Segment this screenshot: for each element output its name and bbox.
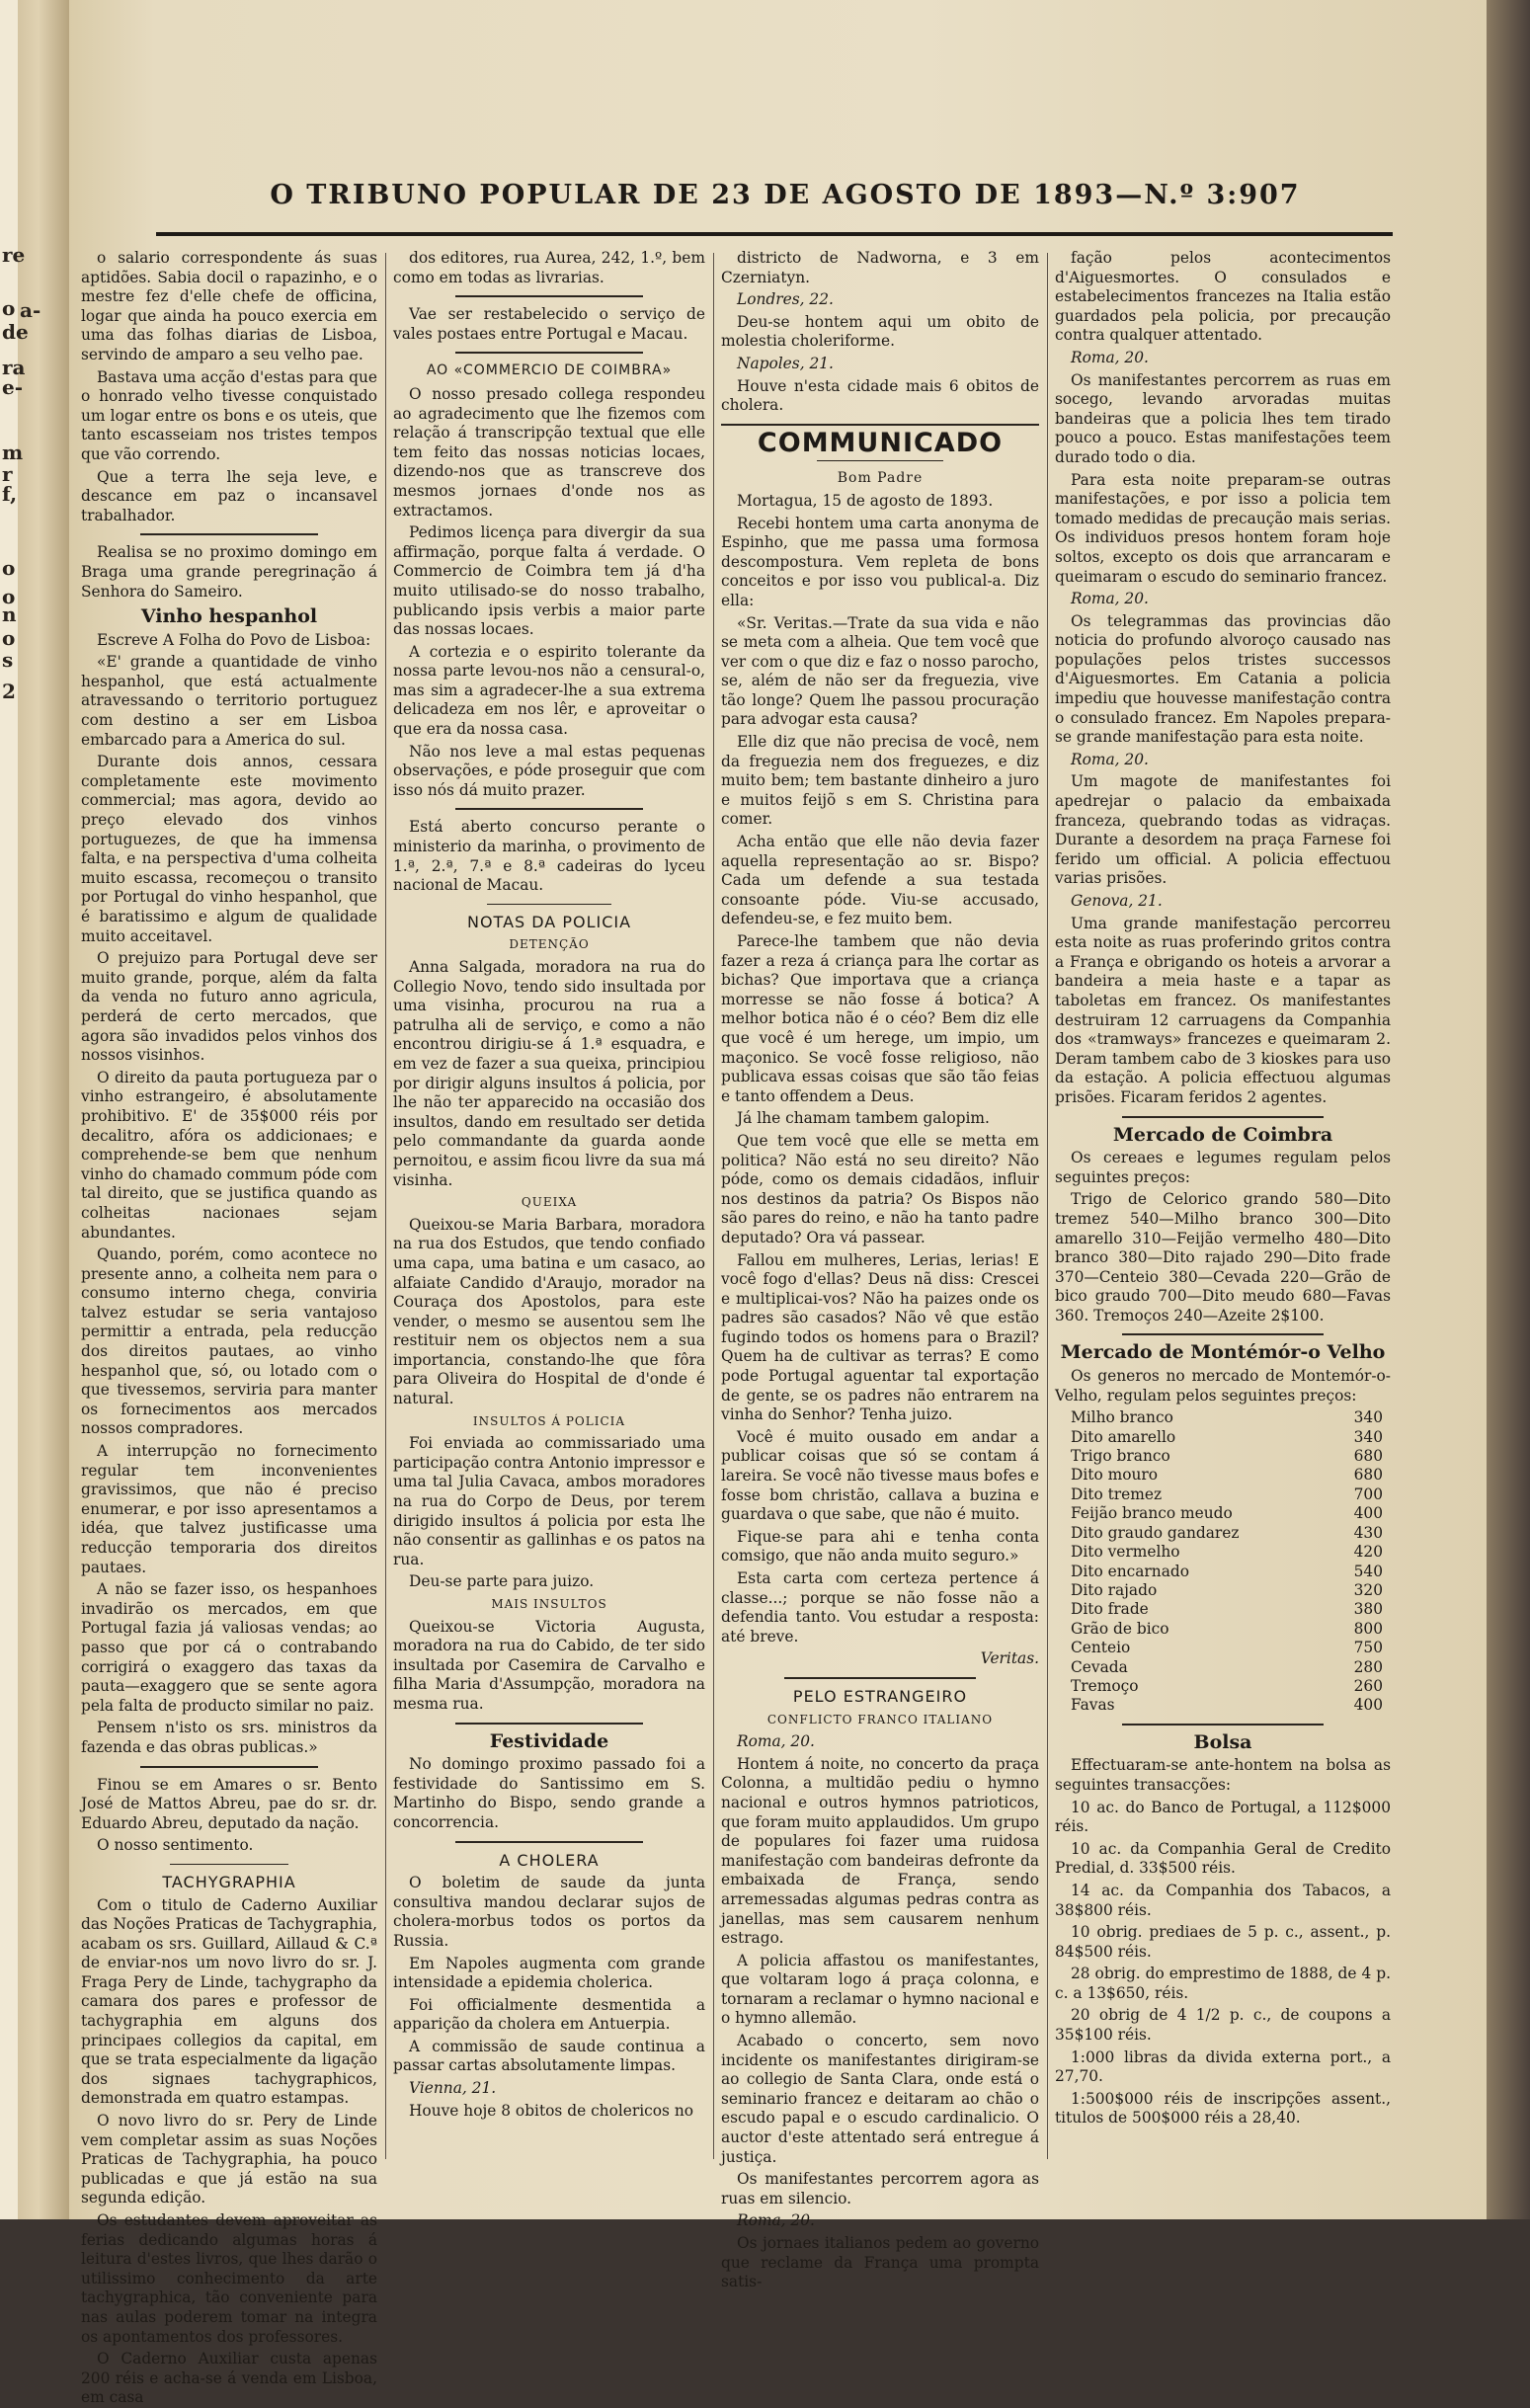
paragraph: Durante dois annos, cessara completamente este movimento commercial; mas agora, devido ao preço elevado dos vinhos portuguezes, de que ha immensa falta, e na perspectiva d'uma colheita muito escassa, recomeçou o transito por Portugal do vinho hespanhol, que é baratissimo e algum de qualidade muito acceitavel. [81,753,377,945]
paragraph: 10 ac. do Banco de Portugal, a 112$000 réis. [1055,1798,1391,1836]
paragraph: A commissão de saude continua a passar cartas absolutamente limpas. [393,2037,705,2075]
spine-fragment: ra [2,356,26,379]
spine-fragment: a- [20,298,41,322]
paragraph: «Sr. Veritas.—Trate da sua vida e não se meta com a alheia. Que tem você que ver com o que diz e faz o nosso parocho, se, além de não ser da freguezia, vive tão longe? Quem lhe passou procuração para advogar esta causa? [721,613,1039,729]
price-item-value: 750 [1353,1639,1383,1657]
paragraph: Effectuaram-se ante-hontem na bolsa as seguintes transacções: [1055,1756,1391,1794]
dateline: Roma, 20. [737,1732,815,1751]
column-3 [721,249,1039,2291]
paragraph: Para esta noite preparam-se outras manifestações, e por isso a policia tem tomado medidas de precaução mais serias. Os individuos presos hontem foram hoje soltos, excepto os dois que arrancaram e queimaram o escudo do seminario francez. [1055,470,1391,586]
price-item-value: 680 [1353,1447,1383,1466]
paragraph: Anna Salgada, moradora na rua do Collegio Novo, tendo sido insultada por uma visinha, procurou na rua a patrulha ali de serviço, e como a não encontrou dirigiu-se á 1.ª esquadra, e em vez de fazer a sua queixa, principiou por dirigir alguns insultos á policia, por lhe não ter apparecido na occasião dos insultos, dando em resultado ser detida pelo commandante da guarda aonde pernoitou, e assim ficou livre da sua má visinha. [393,958,705,1189]
paragraph: Já lhe chamam tambem galopim. [737,1109,990,1128]
price-row [1055,1581,1391,1600]
section-separator [455,1723,643,1725]
paragraph: Você é muito ousado em andar a publicar coisas que só se contam á lareira. Se você não tivesse maus bofes e fosse bom christão, callava a buzina e guardava o que sabe, que não é muito. [721,1427,1039,1524]
heading-bolsa: Bolsa [1193,1730,1252,1753]
paragraph: Pensem n'isto os srs. ministros da fazenda e das obras publicas.» [81,1719,377,1756]
price-row [1055,1447,1391,1466]
paragraph: Fique-se para ahi e tenha conta comsigo, que não anda muito seguro.» [721,1527,1039,1565]
price-item-value: 420 [1353,1543,1383,1562]
subheading-queixa: QUEIXA [521,1195,578,1210]
price-item-name: Dito tremez [1071,1485,1163,1503]
header-rule [156,232,1393,236]
paragraph: Deu-se hontem aqui um obito de molestia choleriforme. [721,312,1039,351]
price-item-name: Dito rajado [1071,1580,1158,1599]
page-right-edge [1487,0,1530,2219]
paragraph: Escreve A Folha do Povo de Lisboa: [97,630,371,649]
dateline: Roma, 20. [737,2211,815,2230]
heading-mercado-de-coimbra: Mercado de Coimbra [1112,1123,1333,1146]
section-separator [721,424,1039,426]
price-item-value: 700 [1353,1485,1383,1503]
section-separator [1122,1724,1324,1726]
paragraph: Em Napoles augmenta com grande intensidade a epidemia cholerica. [393,1954,705,1992]
paragraph: districto de Nadworna, e 3 em Czerniatyn. [721,249,1039,286]
paragraph: No domingo proximo passado foi a festividade do Santissimo em S. Martinho do Bispo, sendo grande a concorrencia. [393,1755,705,1831]
paragraph: «E' grande a quantidade de vinho hespanhol, que está actualmente atravessando o territorio portuguez com destino a ser em Lisboa embarcado para a America do sul. [81,653,377,749]
dateline: Roma, 20. [1071,750,1149,768]
price-row [1055,1658,1391,1677]
paragraph: Que tem você que elle se metta em politica? Não está no seu direito? Não póde, como os demais cidadãos, influir nos destinos da patria? Os Bispos não são pares do reino, e não ha tanto padre deputado? Ora vá passear. [721,1131,1039,1246]
paragraph: Fallou em mulheres, Lerias, lerias! E você fogo d'ellas? Deus nã diss: Crescei e multiplicai-vos? Não ha paizes onde os padres são casados? Não vê que estão fugindo todos os homens para o Brazil? Quem ha de cultivar as terras? E como pode Portugal aguentar tal exportação de gente, se os padres não entrarem na vinha do Senhor? Tenha juizo. [721,1250,1039,1424]
price-row [1055,1620,1391,1639]
paragraph: Está aberto concurso perante o ministerio da marinha, o provimento de 1.ª, 2.ª, 7.ª e 8.ª cadeiras do lyceu nacional de Macau. [393,818,705,895]
section-separator [455,1841,643,1843]
paragraph: Foi enviada ao commissariado uma participação contra Antonio impressor e uma tal Julia Cavaca, ambos moradores na rua do Corpo de Deus, por terem dirigido insultos á policia por esta lhe não consentir as gallinhas e os patos na rua. [393,1434,705,1568]
price-row [1055,1408,1391,1427]
subheading-conflicto: CONFLICTO FRANCO ITALIANO [766,1712,994,1726]
paragraph: Elle diz que não precisa de você, nem da freguezia nem dos freguezes, e diz muito bem; tem bastante dinheiro a juro e muitos feijõ s em S. Christina para comer. [721,733,1039,829]
paragraph: 14 ac. da Companhia dos Tabacos, a 38$800 réis. [1055,1881,1391,1919]
heading-notas-da-policia: NOTAS DA POLICIA [466,912,632,931]
spine-fragment: s [2,648,14,672]
price-item-name: Cevada [1071,1657,1128,1676]
spine-fragment: e- [2,375,24,399]
section-separator [170,1864,288,1865]
paragraph: Queixou-se Victoria Augusta, moradora na rua do Cabido, de ter sido insultada por Casemira de Carvalho e filha Maria d'Assumpção, moradora na mesma rua. [393,1617,705,1713]
paragraph: Os manifestantes percorrem as ruas em socego, levando arvoradas muitas bandeiras que a policia lhes tem tirado pouco a pouco. Estas manifestações teem durado todo o dia. [1055,370,1391,466]
price-row [1055,1504,1391,1523]
subheading-mais-insultos: MAIS INSULTOS [491,1597,607,1611]
paragraph: O direito da pauta portugueza par o vinho estrangeiro, é absolutamente prohibitivo. E' de 35$000 réis por decalitro, afóra os addicionaes; e comprehende-se bem que nenhum vinho do chamado commum póde com tal direito, que se justifica quando as colheitas nacionaes sejam abundantes. [81,1068,377,1242]
section-separator [1122,1116,1324,1118]
price-item-value: 280 [1353,1657,1383,1676]
subheading-bom-padre: Bom Padre [837,470,924,487]
price-row [1055,1428,1391,1447]
paragraph: Os manifestantes percorrem agora as ruas em silencio. [721,2170,1039,2207]
price-item-value: 680 [1353,1466,1383,1485]
signature: Veritas. [980,1649,1039,1668]
paragraph: Acabado o concerto, sem novo incidente os manifestantes dirigiram-se ao collegio de Santa Clara, onde está o seminario francez e deitaram ao chão o escudo papal e o escudo cardinalicio. O auctor d'este attentado será entregue á justiça. [721,2032,1039,2166]
paragraph: Um magote de manifestantes foi apedrejar o palacio da embaixada franceza, quebrando todas as vidraças. Durante a desordem na praça Farnese foi ferido um official. A policia effectuou varias prisões. [1055,772,1391,888]
price-item-name: Dito mouro [1071,1466,1159,1485]
price-item-value: 430 [1353,1523,1383,1542]
price-row [1055,1639,1391,1657]
paragraph: Acha então que elle não devia fazer aquella representação ao sr. Bispo? Cada um defende a sua testada consoante póde. Viu-se accusado, defendeu-se, e fez muito bem. [721,833,1039,928]
paragraph: Os cereaes e legumes regulam pelos seguintes preços: [1055,1149,1391,1186]
paragraph: O nosso sentimento. [97,1836,254,1855]
price-item-name: Favas [1071,1696,1115,1715]
spine-fragment: de [2,320,29,344]
price-item-name: Trigo branco [1071,1447,1170,1466]
price-item-name: Tremoço [1071,1676,1139,1695]
paragraph: A cortezia e o espirito tolerante da nossa parte levou-nos não a censural-o, mas sim a agradecer-lhe a sua extrema delicadeza em nos lêr, e aproveitar o que era da nossa casa. [393,642,705,739]
paragraph: 1:000 libras da divida externa port., a 27,70. [1055,2047,1391,2086]
price-item-name: Grão de bico [1071,1619,1169,1638]
paragraph: Realisa se no proximo domingo em Braga uma grande peregrinação á Senhora do Sameiro. [81,543,377,601]
paragraph: Com o titulo de Caderno Auxiliar das Noções Praticas de Tachygraphia, acabam os srs. Guillard, Aillaud & C.ª de enviar-nos um novo livro do sr. J. Fraga Pery de Linde, tachygrapho da camara dos pares e professor de tachygraphia em alguns dos principaes collegios da capital, em que se trata especialmente da ligação dos signaes tachygraphicos, demonstrada em quatro estampas. [81,1895,377,2108]
spine-fragment: f, [2,482,18,506]
column-divider [1047,253,1048,2159]
price-item-name: Milho branco [1071,1408,1173,1427]
dateline: Roma, 20. [1071,590,1149,608]
dateline: Napoles, 21. [737,354,834,372]
paragraph: 10 obrig. prediaes de 5 p. c., assent., p. 84$500 réis. [1055,1923,1391,1961]
heading-a-cholera: A CHOLERA [499,1850,600,1870]
paragraph: Recebi hontem uma carta anonyma de Espinho, que me passa uma formosa descompostura. Vem repleta de bons conceitos e por isso vou publical-a. Diz ella: [721,514,1039,609]
price-item-name: Centeio [1071,1639,1131,1657]
heading-tachygraphia: TACHYGRAPHIA [162,1872,296,1891]
spine-fragment: o [2,296,16,320]
paragraph: fação pelos acontecimentos d'Aiguesmortes. O consulados e estabelecimentos francezes na Italia estão guardados pela policia, por precaução contra qualquer attentado. [1055,249,1391,345]
spine-fragment: r [2,462,13,486]
price-row [1055,1524,1391,1543]
dateline: Vienna, 21. [409,2079,497,2098]
dateline: Roma, 20. [1071,348,1149,366]
section-separator [487,904,611,905]
paragraph: Os estudantes devem aproveitar as ferias dedicando algumas horas á leitura d'estes livros, que lhes darão o utilissimo conhecimento da arte tachygraphica, tão conveniente para nas aulas poderem tomar na integra os apontamentos dos professores. [81,2211,377,2346]
paragraph: o salario correspondente ás suas aptidões. Sabia docil o rapazinho, e o mestre fez d'elle chefe de officina, logar que ainda ha pouco exercia em uma das folhas diarias de Lisboa, servindo de amparo a seu velho pae. [81,249,377,363]
price-row [1055,1696,1391,1715]
paragraph: Foi officialmente desmentida a apparição da cholera em Antuerpia. [393,1995,705,2034]
paragraph: Uma grande manifestação percorreu esta noite as ruas proferindo gritos contra a França e obrigando os hoteis a arvorar a bandeira a meia haste e a tapar as taboletas em francez. Os manifestantes destruiram 12 carruagens da Companhia dos «tramways» francezes e queimaram 2. Deram tambem cabo de 3 kioskes para uso da estação. A policia effectuou algumas prisões. Ficaram feridos 2 agentes. [1055,914,1391,1106]
spine-fragment: o [2,585,16,608]
paragraph: 10 ac. da Companhia Geral de Credito Predial, d. 33$500 réis. [1055,1839,1391,1878]
paragraph: A policia affastou os manifestantes, que voltaram logo á praça colonna, e tornaram a reclamar o hymno nacional e o hymno allemão. [721,1951,1039,2028]
price-item-value: 260 [1353,1676,1383,1695]
section-separator [455,352,643,354]
column-divider [385,253,386,2159]
section-separator [140,533,318,535]
price-item-value: 340 [1353,1427,1383,1446]
price-row [1055,1485,1391,1504]
dateline: Genova, 21. [1071,892,1163,910]
price-item-value: 400 [1353,1504,1383,1523]
spine-fragment: n [2,602,17,626]
paragraph: dos editores, rua Aurea, 242, 1.º, bem como em todas as livrarias. [393,249,705,286]
paragraph: Bastava uma acção d'estas para que o honrado velho tivesse conquistado um logar entre os bons e os uteis, que tanto escasseiam nos tristes tempos que vão correndo. [81,367,377,463]
spine-fragment: m [2,441,24,464]
section-separator [1122,1333,1324,1335]
column-4 [1055,249,1391,2175]
newspaper-page [69,0,1491,2407]
section-separator [455,295,643,297]
price-item-value: 800 [1353,1619,1383,1638]
price-item-value: 540 [1353,1562,1383,1580]
price-item-name: Dito graudo gandarez [1071,1523,1240,1542]
price-item-value: 380 [1353,1600,1383,1619]
spine-fragment: re [2,243,26,267]
heading-mercado-de-montemor: Mercado de Montémór-o Velho [1060,1341,1386,1364]
paragraph: Os telegrammas das provincias dão noticia do profundo alvoroço causado nas populações pelos tristes successos d'Aiguesmortes. Em Catania a policia impediu que houvesse manifestação contra o consulado francez. Em Napoles prepara-se grande manifestação para esta noite. [1055,611,1391,747]
paragraph: Trigo de Celorico grando 580—Dito tremez 540—Milho branco 300—Dito amarello 310—Feijão vermelho 480—Dito branco 380—Dito rajado 290—Dito frade 370—Centeio 380—Cevada 220—Grão de bico graudo 700—Dito meudo 680—Favas 360. Tremoços 240—Azeite 2$100. [1055,1190,1391,1324]
heading-pelo-estrangeiro: PELO ESTRANGEIRO [792,1686,968,1706]
subheading-detencao: DETENÇÃO [509,937,590,952]
price-row [1055,1543,1391,1562]
paragraph: Hontem á noite, no concerto da praça Colonna, a multidão pediu o hymno nacional e outros hymnos patrioticos, que foram muito applaudidos. Um grupo de populares foi fazer uma ruidosa manifestação com bandeiras defronte da embaixada de França, sendo arremessadas algumas pedras contra as janellas, mas sem causarem nenhum estrago. [721,1754,1039,1948]
paragraph: O novo livro do sr. Pery de Linde vem completar assim as suas Noções Praticas de Tachygraphia, ha pouco publicadas e que já estão na sua segunda edição. [81,2112,377,2207]
paragraph: Houve hoje 8 obitos de cholericos no [409,2101,694,2120]
paragraph: O boletim de saude da junta consultiva mandou declarar sujos de cholera-morbus todos os portos da Russia. [393,1874,705,1950]
heading-vinho-hespanhol: Vinho hespanhol [140,605,318,628]
paragraph: Houve n'esta cidade mais 6 obitos de cholera. [721,376,1039,415]
paragraph: Pedimos licença para divergir da sua affirmação, porque falta á verdade. O Commercio de Coimbra tem já d'ha muito utilisado-se do nosso trabalho, publicando ipsis verbis a maior parte das nossas locaes. [393,523,705,639]
price-item-name: Feijão branco meudo [1071,1504,1233,1523]
paragraph: A não se fazer isso, os hespanhoes invadirão os mercados, em que Portugal fazia já valiosas vendas; ao passo que por cá o contrabando corrigirá o exaggero das taxas da pauta—exaggero que se sente agora pela falta de producto similar no paiz. [81,1580,377,1715]
paragraph: Não nos leve a mal estas pequenas observações, e póde proseguir que com isso nós dá muito prazer. [393,742,705,799]
price-item-value: 400 [1353,1696,1383,1715]
price-item-value: 320 [1353,1580,1383,1599]
column-2 [393,249,705,2175]
heading-festividade: Festividade [489,1729,609,1752]
price-item-name: Dito vermelho [1071,1543,1180,1562]
spine-fragment: o [2,556,16,580]
price-item-value: 340 [1353,1408,1383,1427]
section-separator [140,1766,318,1768]
paragraph: O prejuizo para Portugal deve ser muito grande, porque, além da falta da venda no futuro anno agricula, perderá de certo mercados, que agora são invadidos pelos vinhos dos nossos visinhos. [81,949,377,1065]
paragraph: Deu-se parte para juizo. [409,1572,595,1591]
paragraph: Parece-lhe tambem que não devia fazer a reza á criança para lhe cortar as bichas? Que importava que a criança morresse se não fosse á botica? A melhor botica não é o céo? Bem diz elle que você é um herege, um impio, um maçonico. Se você fosse religioso, não publicava essas coisas que são tão feias e tanto offendem a Deus. [721,932,1039,1105]
heading-communicado: COMMUNICADO [757,427,1004,458]
price-item-name: Dito amarello [1071,1427,1176,1446]
column-1 [81,249,377,2407]
price-item-name: Dito encarnado [1071,1562,1189,1580]
section-separator [455,808,643,810]
paragraph: Vae ser restabelecido o serviço de vales postaes entre Portugal e Macau. [393,305,705,343]
paragraph: Finou se em Amares o sr. Bento José de Mattos Abreu, pae do sr. dr. Eduardo Abreu, deputado da nação. [81,1775,377,1832]
column-divider [713,253,714,2159]
paragraph: Os jornaes italianos pedem ao governo que reclame da França uma prompta satis- [721,2234,1039,2291]
paragraph: Os generos no mercado de Montemór-o-Velho, regulam pelos seguintes preços: [1055,1367,1391,1405]
paragraph: 1:500$000 réis de inscripções assent., titulos de 500$000 réis a 28,40. [1055,2089,1391,2127]
spine-fragment: o [2,626,16,650]
price-item-name: Dito frade [1071,1600,1149,1619]
price-row [1055,1677,1391,1696]
spine-fragment: 2 [2,680,16,703]
section-separator [784,1677,975,1679]
paragraph: O Caderno Auxiliar custa apenas 200 réis e acha-se á venda em Lisboa, em casa [81,2350,377,2407]
paragraph: Quando, porém, como acontece no presente anno, a colheita nem para o consumo interno chega, conviria talvez estudar se seria vantajoso permittir a entrada, pela reducção dos direitos pautaes, ao vinho hespanhol que, só, ou lotado com o que tivessemos, serviria para manter os fornecimentos aos mercados nossos compradores. [81,1245,377,1438]
left-page-spine [0,0,69,2219]
paragraph: Esta carta com certeza pertence á classe...; porque se não fosse não a defendia tanto. Vou estudar a resposta: até breve. [721,1569,1039,1645]
paragraph: O nosso presado collega respondeu ao agradecimento que lhe fizemos com relação á transcripção textual que elle tem feito das nossas noticias locaes, dizendo-nos que as transcreve dos mesmos jornaes d'onde nos as extractamos. [393,384,705,520]
paragraph: A interrupção no fornecimento regular tem inconvenientes gravissimos, que não é preciso enumerar, e por isso apresentamos a idéa, que talvez justificasse uma reducção temporaria dos direitos pautaes. [81,1442,377,1576]
paragraph: 28 obrig. do emprestimo de 1888, de 4 p. c. a 13$650, réis. [1055,1965,1391,2002]
paragraph: 20 obrig de 4 1/2 p. c., de coupons a 35$100 réis. [1055,2006,1391,2045]
price-table [1055,1408,1391,1716]
section-separator [817,460,944,461]
paragraph: Mortagua, 15 de agosto de 1893. [737,491,994,510]
subheading-insultos-a-policia: INSULTOS Á POLICIA [472,1413,626,1428]
page-header: O TRIBUNO POPULAR DE 23 DE AGOSTO DE 1893—N.º 3:907 [270,180,1301,210]
price-row [1055,1600,1391,1619]
paragraph: Queixou-se Maria Barbara, moradora na rua dos Estudos, que tendo confiado uma capa, uma batina e um casaco, ao alfaiate Candido d'Araujo, morador na Couraça dos Apostolos, para este vender, o mesmo se ausentou sem lhe restituir nem os objectos nem a sua importancia, constando-lhe que fôra para Oliveira do Hospital de d'onde é natural. [393,1215,705,1408]
dateline: Londres, 22. [737,290,834,309]
price-row [1055,1466,1391,1485]
paragraph: Que a terra lhe seja leve, e descance em paz o incansavel trabalhador. [81,467,377,524]
price-row [1055,1563,1391,1581]
heading-commercio-de-coimbra: AO «COMMERCIO DE COIMBRA» [426,362,673,379]
